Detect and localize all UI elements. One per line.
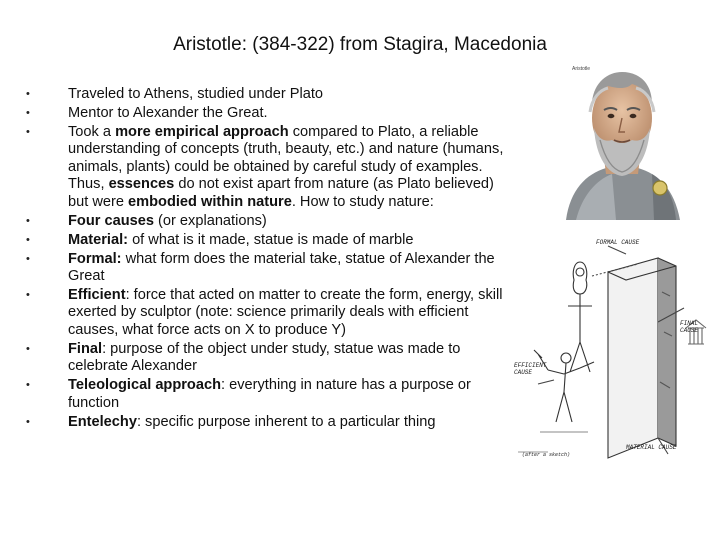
bullet-dot: •	[26, 126, 30, 138]
bullet-item	[26, 232, 504, 249]
portrait-caption: Aristotle	[572, 66, 591, 72]
bullet-item	[26, 105, 504, 122]
bullet-text: what form does the material take, statue of Alexander the Great	[68, 250, 495, 285]
bullet-emphasis: Entelechy	[68, 413, 137, 430]
bullet-item	[26, 341, 504, 376]
bullet-emphasis: Final	[68, 340, 103, 357]
bullet-item	[26, 377, 504, 412]
bullet-dot: •	[26, 415, 30, 428]
bullet-emphasis: embodied within nature	[128, 193, 292, 210]
formal-cause-label: FORMAL CAUSE	[596, 239, 640, 246]
bullet-emphasis: Teleological approach	[68, 377, 221, 394]
bullet-text: do not exist apart from nature (as Plato believed) but were	[68, 176, 494, 210]
four-causes-sculptor-diagram	[508, 232, 708, 472]
bullet-item	[26, 251, 504, 286]
bullet-item	[26, 86, 504, 103]
slide-title: Aristotle: (384-322) from Stagira, Macedonia	[173, 34, 547, 55]
diagram-credit: (after a sketch)	[522, 452, 571, 458]
bullet-dot: •	[26, 252, 30, 265]
bullet-text: : force that acted on matter to create the form, energy, skill exerted by sculptor (note: science primarily deals with efficient causes, what force acts on X to produce Y)	[68, 287, 503, 338]
bullet-text: : purpose of the object under study, statue was made to celebrate Alexander	[68, 340, 461, 375]
final-cause-label: FINAL CAUSE	[680, 320, 699, 334]
aristotle-bust-illustration	[556, 62, 688, 220]
bullet-emphasis: more empirical approach	[115, 124, 289, 140]
bullet-text: Took a	[68, 124, 116, 140]
bullet-text: : everything in nature has a purpose or function	[68, 377, 471, 411]
bullet-dot: •	[26, 107, 30, 119]
bullet-dot: •	[26, 88, 30, 100]
bullet-emphasis: Material:	[68, 231, 129, 248]
bullet-dot: •	[26, 379, 30, 392]
bullet-text: : specific purpose inherent to a particular thing	[136, 413, 436, 430]
bullet-item	[26, 287, 504, 339]
bullet-text: Traveled to Athens, studied under Plato	[68, 86, 324, 102]
bullet-text: (or explanations)	[153, 212, 267, 229]
bullet-emphasis: Four causes	[68, 212, 154, 229]
bullet-item	[26, 124, 504, 211]
material-cause-label: MATERIAL CAUSE	[626, 444, 677, 451]
bullet-dot: •	[26, 214, 30, 227]
efficient-cause-label: EFFICIENT CAUSE	[514, 362, 547, 376]
bullet-dot: •	[26, 289, 30, 302]
bullet-dot: •	[26, 233, 30, 246]
bullet-text: compared to Plato, a reliable understanding of concepts (truth, beauty, etc.) and nature (humans, animals, plants) could be obtained by careful study of examples. Thus,	[68, 124, 504, 193]
bullet-dot: •	[26, 342, 30, 355]
bullet-emphasis: essences	[108, 176, 175, 193]
bullet-item	[26, 414, 504, 431]
bullet-text: of what is it made, statue is made of marble	[128, 231, 414, 248]
bullet-item	[26, 213, 504, 230]
bullet-text: . How to study nature:	[291, 193, 434, 210]
bullet-emphasis: Formal:	[68, 250, 122, 267]
bullet-list	[26, 86, 504, 433]
bullet-text: Mentor to Alexander the Great.	[68, 105, 268, 121]
bullet-emphasis: Efficient	[68, 287, 126, 304]
